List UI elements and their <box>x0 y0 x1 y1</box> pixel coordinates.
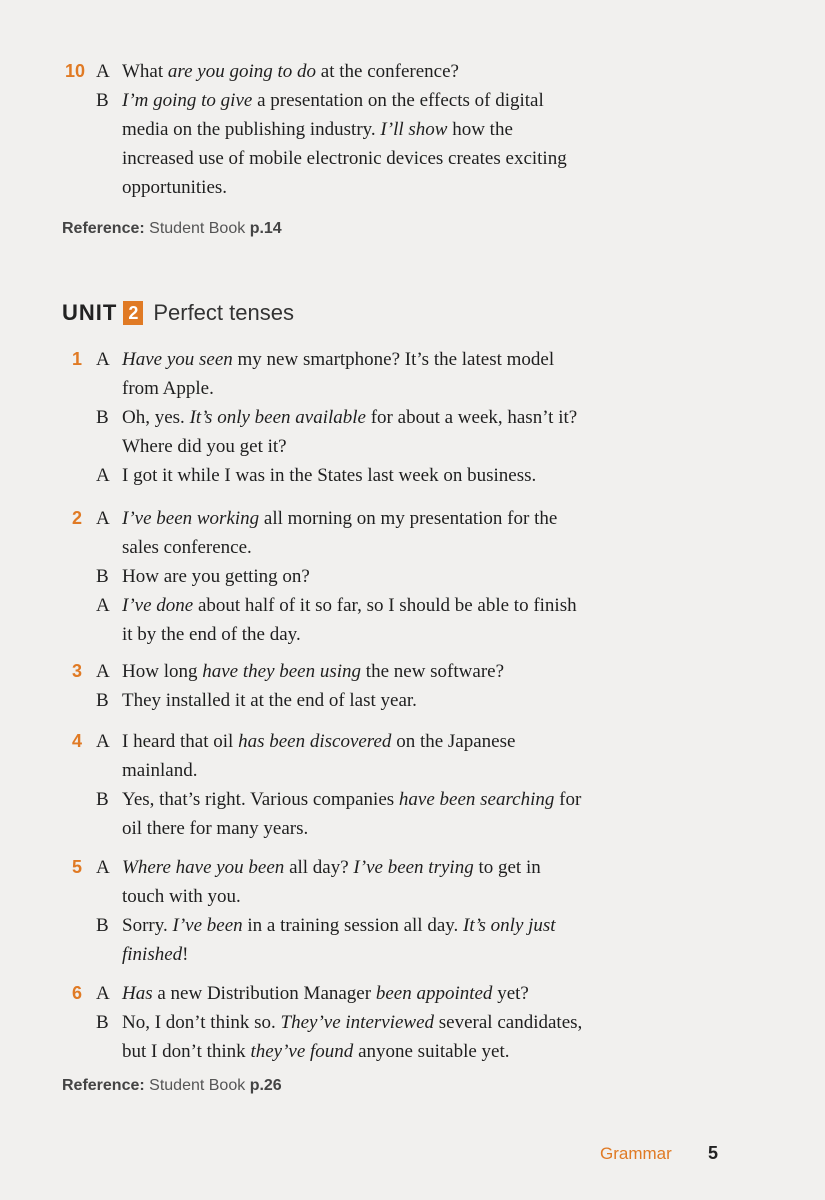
text-run: for <box>554 789 582 810</box>
text-run: yet? <box>492 983 529 1004</box>
speaker-label: B <box>96 915 109 936</box>
emphasis-text: has been discovered <box>238 731 392 752</box>
unit-title: Perfect tenses <box>153 300 294 325</box>
emphasis-text: have been searching <box>398 789 555 810</box>
unit-word: UNIT <box>62 300 118 325</box>
dialogue-line <box>122 785 581 814</box>
emphasis-text: I’m going to give <box>122 90 253 111</box>
dialogue-line <box>122 591 577 620</box>
dialogue-line <box>122 461 536 490</box>
speaker-label: A <box>96 983 110 1004</box>
text-run: How long <box>122 661 203 682</box>
dialogue-line <box>122 1008 582 1037</box>
unit-number-badge: 2 <box>123 301 143 325</box>
text-run: increased use of mobile electronic devices creates exciting <box>122 148 567 169</box>
dialogue-line <box>122 979 529 1008</box>
reference-text: Student Book <box>149 220 246 237</box>
dialogue-line <box>122 1037 510 1066</box>
speaker-label: A <box>96 349 110 370</box>
text-run: all morning on my presentation for the <box>259 508 558 529</box>
reference-page: p.26 <box>249 1077 282 1094</box>
item-2-number: 2 <box>71 508 82 528</box>
dialogue-line <box>122 504 557 533</box>
emphasis-text: Has <box>122 983 153 1004</box>
text-run: media on the publishing industry. <box>122 119 381 140</box>
text-run: to get in <box>473 857 541 878</box>
text-run: mainland. <box>122 760 198 781</box>
reference-text: Student Book <box>149 1077 246 1094</box>
text-run: it by the end of the day. <box>122 624 301 645</box>
reference-label: Reference: <box>62 220 145 237</box>
emphasis-text: are you going to do <box>167 61 317 82</box>
text-run: but I don’t think <box>122 1041 251 1062</box>
text-run: Oh, yes. <box>122 407 190 428</box>
text-run: ! <box>182 944 189 965</box>
text-run: for about a week, hasn’t it? <box>365 407 578 428</box>
text-run: Sorry. <box>122 915 173 936</box>
emphasis-text: I’ll show <box>380 119 448 140</box>
text-run: from Apple. <box>122 378 214 399</box>
text-run: my new smartphone? It’s the latest model <box>232 349 555 370</box>
dialogue-line <box>122 144 567 173</box>
speaker-label: A <box>96 661 110 682</box>
item-5-number: 5 <box>71 857 82 877</box>
speaker-label: A <box>96 595 110 616</box>
dialogue-line <box>122 657 504 686</box>
dialogue-line <box>122 853 541 882</box>
text-run: They installed it at the end of last year. <box>122 690 417 711</box>
text-run: how the <box>447 119 513 140</box>
footer-section: Grammar <box>600 1144 672 1163</box>
emphasis-text: I’ve been trying <box>353 857 474 878</box>
dialogue-line <box>122 756 197 785</box>
speaker-label: B <box>96 1012 109 1033</box>
text-run: anyone suitable yet. <box>353 1041 510 1062</box>
text-run: What <box>122 61 168 82</box>
emphasis-text: finished <box>122 944 183 965</box>
dialogue-line <box>122 533 252 562</box>
dialogue-line <box>122 173 227 202</box>
emphasis-text: It’s only been available <box>189 407 366 428</box>
dialogue-line <box>122 403 577 432</box>
item-10-number: 10 <box>64 61 85 81</box>
dialogue-line <box>122 686 417 715</box>
text-run: a new Distribution Manager <box>152 983 376 1004</box>
emphasis-text: I’ve been <box>172 915 243 936</box>
unit-heading <box>62 298 294 328</box>
reference-page: p.14 <box>249 220 282 237</box>
dialogue-line <box>122 57 459 86</box>
text-run: on the Japanese <box>391 731 516 752</box>
text-run: at the conference? <box>316 61 459 82</box>
text-run: Yes, that’s right. Various companies <box>122 789 399 810</box>
reference-unit2 <box>62 1077 282 1095</box>
speaker-label: B <box>96 690 109 711</box>
emphasis-text: been appointed <box>375 983 493 1004</box>
reference-unit1 <box>62 220 282 238</box>
dialogue-line <box>122 727 515 756</box>
text-run: the new software? <box>361 661 505 682</box>
text-run: I heard that oil <box>122 731 239 752</box>
page-number: 5 <box>708 1143 719 1163</box>
speaker-label: B <box>96 407 109 428</box>
emphasis-text: have they been using <box>202 661 362 682</box>
dialogue-line <box>122 911 556 940</box>
item-3-number: 3 <box>71 661 82 681</box>
text-run: a presentation on the effects of digital <box>252 90 544 111</box>
emphasis-text: Where have you been <box>122 857 285 878</box>
dialogue-line <box>122 620 301 649</box>
dialogue-line <box>122 115 513 144</box>
text-run: about half of it so far, so I should be able to finish <box>193 595 577 616</box>
speaker-label: A <box>96 508 110 529</box>
dialogue-line <box>122 814 308 843</box>
speaker-label: B <box>96 566 109 587</box>
speaker-label: B <box>96 90 109 111</box>
emphasis-text: they’ve found <box>250 1041 354 1062</box>
text-run: How are you getting on? <box>122 566 310 587</box>
text-run: sales conference. <box>122 537 252 558</box>
text-run: No, I don’t think so. <box>122 1012 281 1033</box>
speaker-label: B <box>96 789 109 810</box>
dialogue-line <box>122 882 241 911</box>
text-run: opportunities. <box>122 177 228 198</box>
text-run: Where did you get it? <box>122 436 287 457</box>
item-1-number: 1 <box>71 349 82 369</box>
emphasis-text: It’s only just <box>463 915 556 936</box>
text-run: oil there for many years. <box>122 818 309 839</box>
emphasis-text: Have you seen <box>122 349 233 370</box>
speaker-label: A <box>96 857 110 878</box>
emphasis-text: I’ve been working <box>122 508 260 529</box>
dialogue-line <box>122 345 554 374</box>
item-4-number: 4 <box>71 731 82 751</box>
dialogue-line <box>122 562 310 591</box>
text-run: in a training session all day. <box>242 915 464 936</box>
text-run: I got it while I was in the States last week on business. <box>122 465 537 486</box>
speaker-label: A <box>96 731 110 752</box>
dialogue-line <box>122 940 189 969</box>
text-run: several candidates, <box>434 1012 583 1033</box>
emphasis-text: I’ve done <box>122 595 194 616</box>
item-6-number: 6 <box>71 983 82 1003</box>
dialogue-line <box>122 374 214 403</box>
text-run: touch with you. <box>122 886 241 907</box>
speaker-label: A <box>96 61 110 82</box>
reference-label: Reference: <box>62 1077 145 1094</box>
dialogue-line <box>122 86 544 115</box>
text-run: all day? <box>284 857 354 878</box>
emphasis-text: They’ve interviewed <box>280 1012 435 1033</box>
speaker-label: A <box>96 465 110 486</box>
dialogue-line <box>122 432 287 461</box>
